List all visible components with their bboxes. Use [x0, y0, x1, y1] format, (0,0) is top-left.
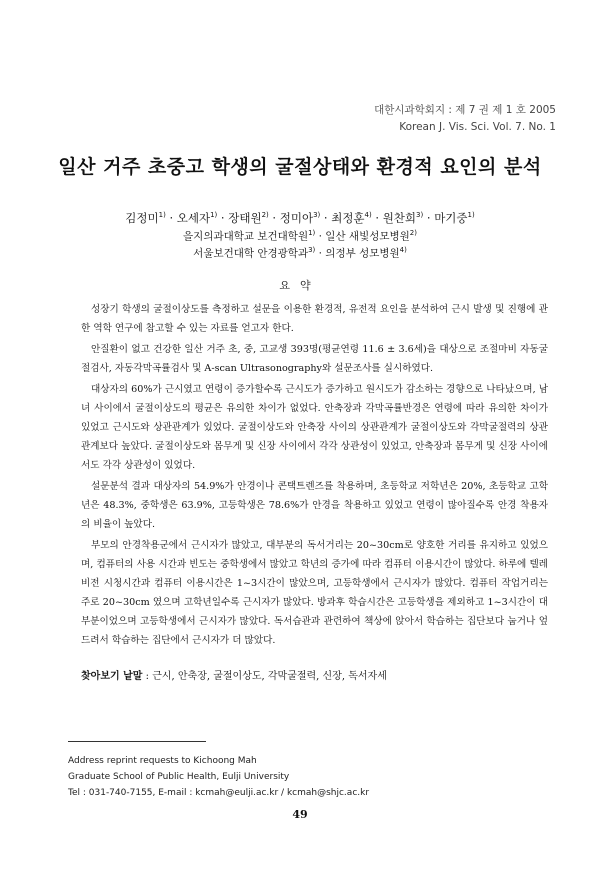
- abstract-paragraph: 대상자의 60%가 근시였고 연령이 증가할수록 근시도가 증가하고 원시도가 감소하는 경향으로 나타났으며, 남녀 사이에서 굴절이상도의 평균은 유의한 차이가 없었다. 안축장과 각막곡률반경은 연령에 따라 유의한 차이가 있었고 근시도와 상관관계가 있었다. 굴절이상도와 안축장 사이의 상관관계가 굴절이상도와 각막굴절력의 상관관계보다 높았다. 굴절이상도와 몸무게 및 신장 사이에서 각각 상관성이 있었고, 안축장과 몸무게 및 신장 사이에서도 각각 상관성이 있었다.: [81, 384, 548, 471]
- correspondence-footnote: [68, 753, 369, 801]
- paper-title: 일산 거주 초중고 학생의 굴절상태와 환경적 요인의 분석: [58, 156, 542, 178]
- keywords: 찾아보기 낱말 : 근시, 안축장, 굴절이상도, 각막굴절력, 신장, 독서자세: [81, 671, 387, 682]
- journal-volume-english: Korean J. Vis. Sci. Vol. 7. No. 1: [399, 121, 556, 133]
- abstract-paragraph: 성장기 학생의 굴절이상도를 측정하고 설문을 이용한 환경적, 유전적 요인을 분석하여 근시 발생 및 진행에 관한 역학 연구에 참고할 수 있는 자료를 얻고자 한다.: [81, 304, 548, 334]
- affiliation-line: 을지의과대학교 보건대학원$^{1)}$ · 일산 새빛성모병원$^{2)}$: [183, 229, 417, 243]
- journal-volume-korean: 대한시과학회지 : 제 7 권 제 1 호 2005: [374, 104, 556, 116]
- keywords-label: 찾아보기 낱말: [81, 671, 143, 682]
- affiliation-line: 서울보건대학 안경광학과$^{3)}$ · 의정부 성모병원$^{4)}$: [193, 246, 407, 260]
- footnote-divider: [68, 741, 206, 742]
- author: 오세자$^{1)}$: [176, 210, 218, 225]
- abstract-paragraph: 부모의 안경착용군에서 근시자가 많았고, 대부분의 독서거리는 20~30cm로 양호한 거리를 유지하고 있었으며, 컴퓨터의 사용 시간과 빈도는 중학생에서 많았고 학년의 증가에 따라 컴퓨터 이용시간이 많았다. 하루에 텔레비전 시청시간과 컴퓨터 이용시간은 1~3시간이 많았으며, 고등학생에서 근시자가 많았다. 컴퓨터 작업거리는 주로 20~30cm 였으며 고학년일수록 근시자가 많았다. 방과후 학습시간은 고등학생을 제외하고 1~3시간이 대부분이었으며 고등학생에서 근시자가 많았다. 독서습관과 관련하여 책상에 앉아서 학습하는 집단보다 눕거나 엎드려서 학습하는 집단에서 근시자가 더 많았다.: [81, 540, 548, 646]
- abstract-paragraph: 안질환이 없고 건강한 일산 거주 초, 중, 고교생 393명(평균연령 11.6 ± 3.6세)을 대상으로 조절마비 자동굴절검사, 자동각막곡률검사 및 A-scan Ultrasonography와 설문조사를 실시하였다.: [81, 344, 548, 374]
- author: 정미아$^{3)}$: [279, 210, 321, 225]
- footnote-line: Address reprint requests to Kichoong Mah: [68, 756, 257, 766]
- abstract: [81, 300, 548, 650]
- author: 마기중$^{1)}$: [434, 210, 475, 225]
- author: 장태원$^{2)}$: [228, 210, 269, 225]
- author: 원찬희$^{3)}$: [382, 210, 424, 225]
- footnote-contact: Tel : 031-740-7155, E-mail : kcmah@eulji.ac.kr / kcmah@shjc.ac.kr: [68, 788, 370, 798]
- summary-heading: 요약: [279, 279, 321, 292]
- keywords-text: 근시, 안축장, 굴절이상도, 각막굴절력, 신장, 독서자세: [152, 671, 387, 682]
- journal-header: [374, 102, 556, 136]
- abstract-paragraph: 설문분석 결과 대상자의 54.9%가 안경이나 콘택트렌즈를 착용하며, 초등학교 저학년은 20%, 초등학교 고학년은 48.3%, 중학생은 63.9%, 고등학생은 78.6%가 안경을 착용하고 있었고 연령이 많아질수록 안경 착용자의 비율이 높았다.: [81, 481, 548, 530]
- page-number: 49: [292, 808, 308, 821]
- author-list: 김정미$^{1)}$ · 오세자$^{1)}$ · 장태원$^{2)}$ · 정미아$^{3)}$ · 최정훈$^{4)}$ · 원찬희$^{3)}$ · 마기중$^{1)}$: [125, 210, 475, 225]
- footnote-line: Graduate School of Public Health, Eulji University: [68, 772, 290, 782]
- author: 최정훈$^{4)}$: [331, 210, 372, 225]
- author: 김정미$^{1)}$: [125, 210, 166, 225]
